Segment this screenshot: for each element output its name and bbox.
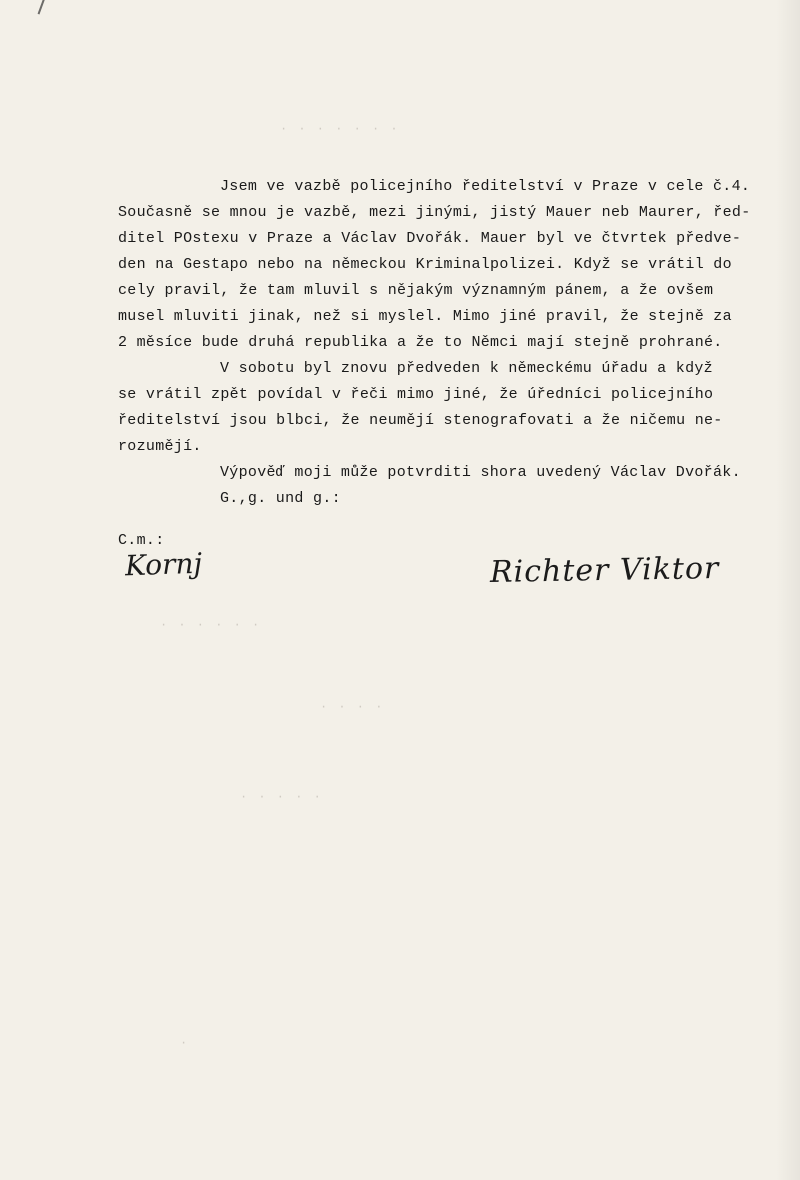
text-line: Jsem ve vazbě policejního ředitelství v Praze v cele č.4. bbox=[220, 178, 751, 195]
text-line: ditel POstexu v Praze a Václav Dvořák. Mauer byl ve čtvrtek předve- bbox=[118, 230, 742, 247]
text-line: V sobotu byl znovu předveden k německému úřadu a když bbox=[220, 360, 713, 377]
faint-background-text: · · · · bbox=[320, 700, 385, 714]
text-line: Současně se mnou je vazbě, mezi jinými, jistý Mauer neb Maurer, řed- bbox=[118, 204, 751, 221]
text-line: cely pravil, že tam mluvil s nějakým významným pánem, a že ovšem bbox=[118, 282, 714, 299]
text-line: rozumějí. bbox=[118, 438, 202, 455]
text-line: se vrátil zpět povídal v řeči mimo jiné, že úředníci policejního bbox=[118, 386, 714, 403]
faint-background-text: · · · · · · bbox=[160, 618, 262, 632]
text-line: C.m.: bbox=[118, 532, 165, 549]
right-signature: Richter Viktor bbox=[489, 551, 720, 590]
faint-background-text: · · · · · bbox=[240, 790, 323, 804]
left-signature: Kornj bbox=[124, 546, 203, 583]
text-line: musel mluviti jinak, než si myslel. Mimo jiné pravil, že stejně za bbox=[118, 308, 732, 325]
faint-background-text: · · · · · · · bbox=[280, 122, 400, 136]
text-line: ředitelství jsou blbci, že neumějí stenografovati a že ničemu ne- bbox=[118, 412, 723, 429]
text-line: den na Gestapo nebo na německou Kriminalpolizei. Když se vrátil do bbox=[118, 256, 732, 273]
text-line: 2 měsíce bude druhá republika a že to Němci mají stejně prohrané. bbox=[118, 334, 723, 351]
text-line: G.,g. und g.: bbox=[220, 490, 341, 507]
text-line: Výpověď moji může potvrditi shora uvedený Václav Dvořák. bbox=[220, 464, 741, 481]
faint-background-text: · bbox=[180, 1036, 190, 1050]
